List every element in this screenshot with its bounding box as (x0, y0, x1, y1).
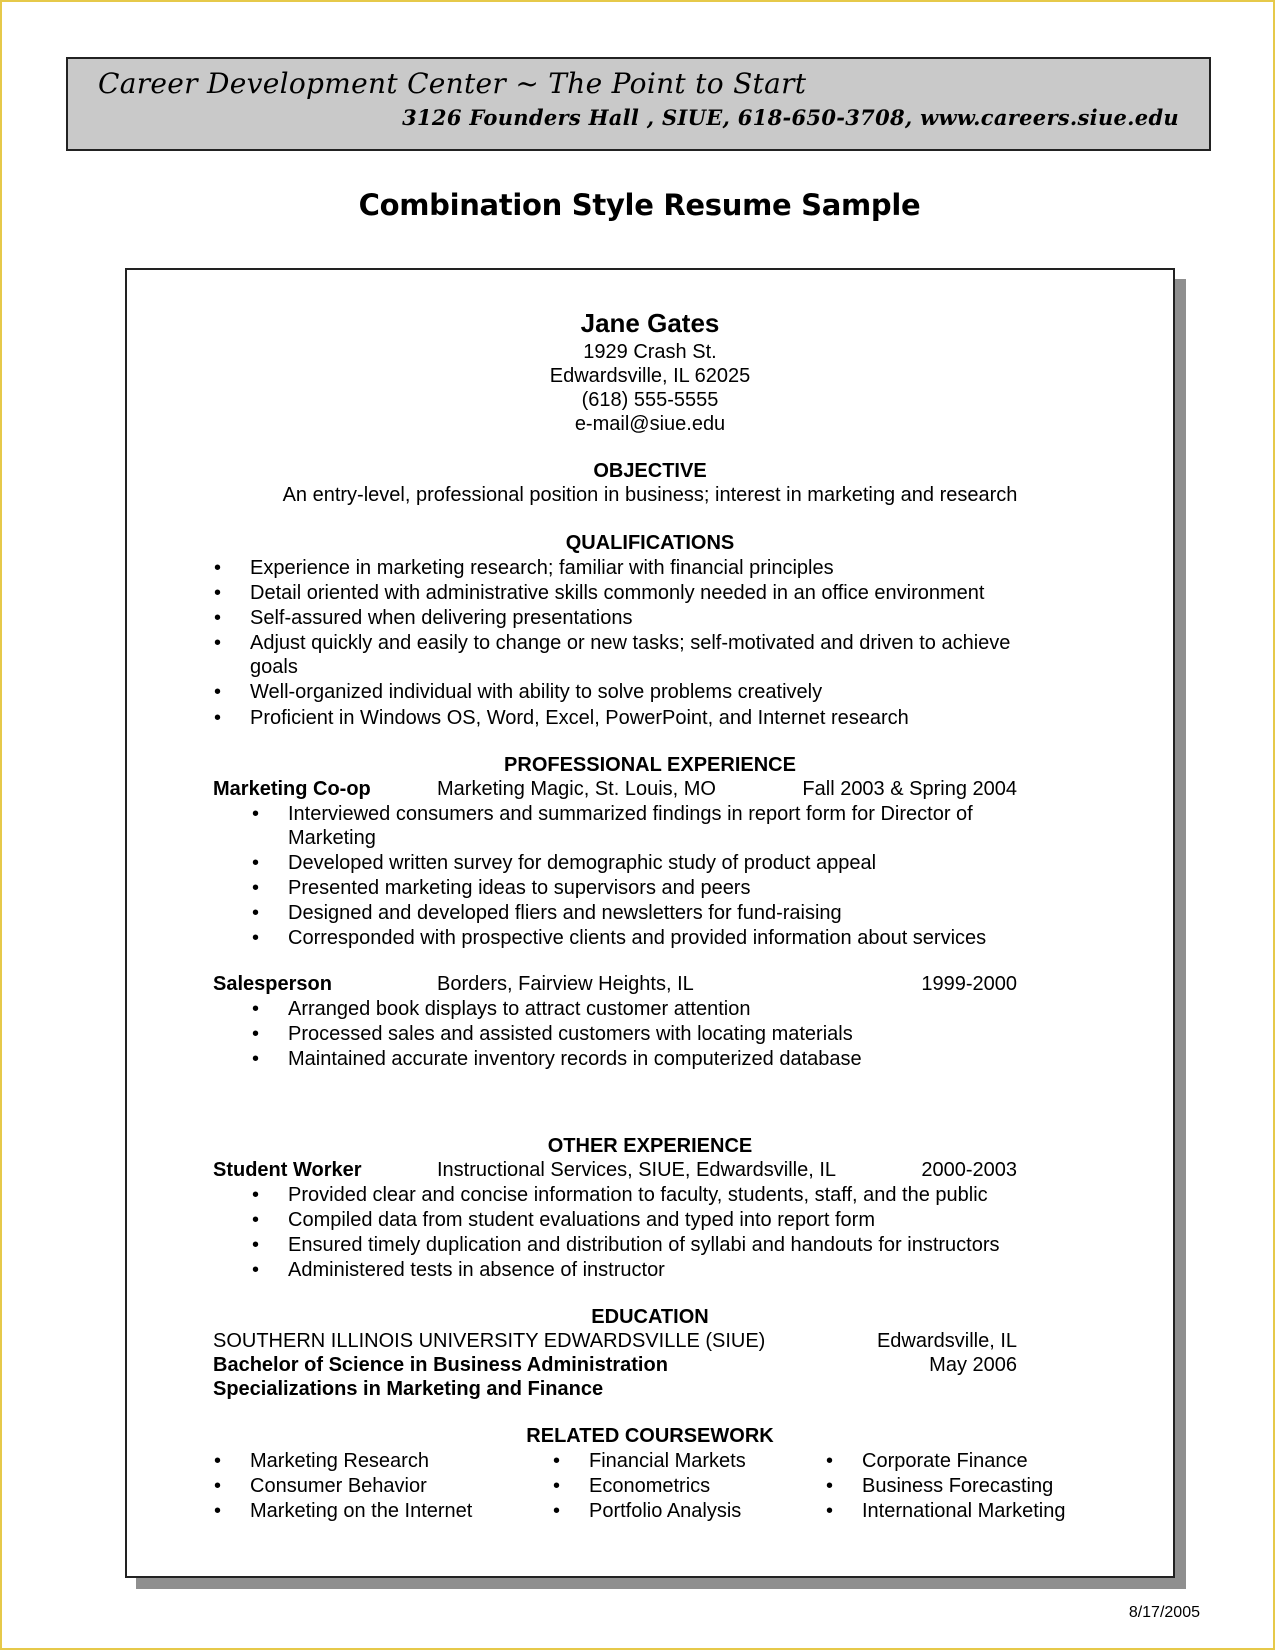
course-item: • International Marketing (862, 1500, 1065, 1523)
qualification-item: • Adjust quickly and easily to change or new tasks; self-motivated and driven to achieve (250, 632, 1010, 655)
course-item: • Portfolio Analysis (589, 1500, 741, 1523)
job-employer: Borders, Fairview Heights, IL (437, 973, 694, 995)
job-duty: • Maintained accurate inventory records in computerized database (288, 1048, 862, 1071)
school-name: SOUTHERN ILLINOIS UNIVERSITY EDWARDSVILLE (SIUE) (213, 1330, 766, 1352)
qualification-item: • Self-assured when delivering presentations (250, 607, 632, 630)
job-duty: • Developed written survey for demographic study of product appeal (288, 852, 876, 875)
job-duty: • Processed sales and assisted customers with locating materials (288, 1023, 853, 1046)
education-heading: EDUCATION (591, 1306, 709, 1328)
street-address: 1929 Crash St. (583, 341, 717, 363)
course-item: • Financial Markets (589, 1450, 746, 1473)
qualification-item-continued: goals (250, 656, 298, 678)
course-item: • Corporate Finance (862, 1450, 1028, 1473)
course-item: • Econometrics (589, 1475, 710, 1498)
applicant-name: Jane Gates (580, 308, 720, 338)
job-dates: 1999-2000 (921, 973, 1017, 995)
job-duty: • Presented marketing ideas to supervisors and peers (288, 877, 750, 900)
qualifications-heading: QUALIFICATIONS (565, 532, 735, 554)
job-duty: • Designed and developed fliers and newsletters for fund-raising (288, 902, 842, 925)
job-duty: • Corresponded with prospective clients and provided information about services (288, 927, 986, 950)
job-dates: Fall 2003 & Spring 2004 (802, 778, 1017, 800)
job-duty: • Arranged book displays to attract customer attention (288, 998, 750, 1021)
coursework-heading: RELATED COURSEWORK (526, 1425, 774, 1447)
job-duty: • Administered tests in absence of instructor (288, 1259, 665, 1282)
other-experience-heading: OTHER EXPERIENCE (547, 1135, 753, 1157)
professional-experience-heading: PROFESSIONAL EXPERIENCE (504, 754, 796, 776)
course-item: • Marketing on the Internet (250, 1500, 472, 1523)
qualification-item: • Proficient in Windows OS, Word, Excel, PowerPoint, and Internet research (250, 707, 909, 730)
job-duty: • Compiled data from student evaluations and typed into report form (288, 1209, 875, 1232)
resume-sheet (125, 268, 1175, 1578)
course-item: • Marketing Research (250, 1450, 429, 1473)
qualification-item: • Detail oriented with administrative skills commonly needed in an office environment (250, 582, 984, 605)
city-state-zip: Edwardsville, IL 62025 (549, 365, 751, 387)
footer-date: 8/17/2005 (1128, 1604, 1200, 1621)
job-title: Salesperson (213, 973, 332, 995)
career-center-header (66, 57, 1211, 151)
qualification-item: • Experience in marketing research; familiar with financial principles (250, 557, 834, 580)
school-location: Edwardsville, IL (876, 1330, 1017, 1352)
job-duty-continued: Marketing (288, 827, 376, 849)
center-name: Career Development Center ~ The Point to Start (98, 67, 807, 100)
phone-number: (618) 555-5555 (581, 389, 719, 411)
degree: Bachelor of Science in Business Administration (213, 1354, 668, 1376)
email-address: e-mail@siue.edu (574, 413, 726, 435)
objective-text: An entry-level, professional position in business; interest in marketing and research (282, 484, 1018, 506)
specialization: Specializations in Marketing and Finance (213, 1378, 604, 1400)
course-item: • Business Forecasting (862, 1475, 1053, 1498)
course-item: • Consumer Behavior (250, 1475, 427, 1498)
job-title: Marketing Co-op (213, 778, 371, 800)
graduation-date: May 2006 (929, 1354, 1017, 1376)
job-employer: Instructional Services, SIUE, Edwardsville, IL (437, 1159, 837, 1181)
job-duty: • Ensured timely duplication and distribution of syllabi and handouts for instructors (288, 1234, 1000, 1257)
center-contact: 3126 Founders Hall , SIUE, 618-650-3708, www.careers.siue.edu (402, 105, 1179, 130)
job-title: Student Worker (213, 1159, 362, 1181)
qualification-item: • Well-organized individual with ability to solve problems creatively (250, 681, 822, 704)
job-employer: Marketing Magic, St. Louis, MO (437, 778, 716, 800)
objective-heading: OBJECTIVE (593, 460, 707, 482)
job-duty: • Provided clear and concise information to faculty, students, staff, and the public (288, 1184, 988, 1207)
job-duty: • Interviewed consumers and summarized findings in report form for Director of (288, 803, 973, 826)
job-dates: 2000-2003 (921, 1159, 1017, 1181)
document-title: Combination Style Resume Sample (358, 188, 921, 222)
